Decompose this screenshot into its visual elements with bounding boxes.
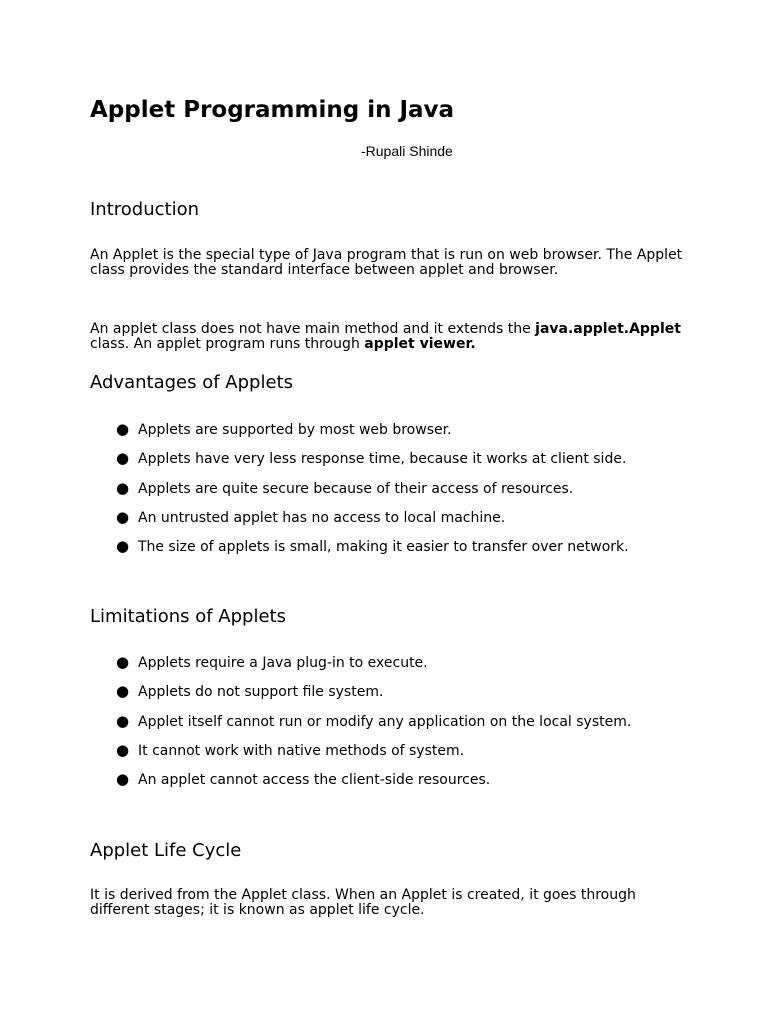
bullet-icon: ●	[116, 770, 130, 789]
list-item-text: Applet itself cannot run or modify any application on the local system.	[138, 713, 632, 730]
list-item	[116, 742, 631, 771]
intro-paragraph-2-bold-viewer: applet viewer.	[364, 336, 476, 352]
list-item	[116, 771, 631, 800]
heading-introduction: Introduction	[90, 199, 200, 220]
list-item	[116, 509, 629, 538]
bullet-icon: ●	[116, 711, 130, 730]
list-item	[116, 538, 629, 567]
list-item	[116, 654, 631, 683]
intro-paragraph-2-text-a: An applet class does not have main method and it extends the	[90, 321, 536, 337]
list-item	[116, 450, 629, 479]
list-item-text: Applets require a Java plug-in to execute.	[138, 655, 428, 671]
list-item-text: Applets are supported by most web browser.	[138, 422, 452, 438]
bullet-icon: ●	[116, 682, 130, 701]
list-item-text: Applets have very less response time, because it works at client side.	[138, 451, 627, 468]
bullet-icon: ●	[116, 740, 130, 759]
intro-paragraph-2	[90, 322, 690, 352]
list-item-text: The size of applets is small, making it easier to transfer over network.	[138, 539, 629, 556]
bullet-icon: ●	[116, 537, 130, 556]
list-item-text: An applet cannot access the client-side resources.	[138, 772, 491, 789]
list-item-text: Applets do not support file system.	[138, 684, 384, 701]
bullet-icon: ●	[116, 420, 130, 438]
heading-limitations: Limitations of Applets	[90, 606, 286, 627]
limitations-list	[116, 654, 631, 800]
heading-life-cycle: Applet Life Cycle	[90, 840, 242, 861]
list-item	[116, 480, 629, 509]
bullet-icon: ●	[116, 478, 130, 497]
intro-paragraph-2-text-b: class. An applet program runs through	[90, 336, 365, 352]
list-item-text: Applets are quite secure because of their access of resources.	[138, 480, 574, 497]
heading-advantages: Advantages of Applets	[90, 372, 293, 393]
list-item-text: It cannot work with native methods of system.	[138, 742, 465, 759]
list-item	[116, 713, 631, 742]
life-cycle-paragraph-1: It is derived from the Applet class. When an Applet is created, it goes through different stages; it is known as applet life cycle.	[90, 887, 636, 918]
list-item	[116, 421, 629, 450]
document-author: -Rupali Shinde	[361, 143, 453, 159]
intro-paragraph-2-bold-class: java.applet.Applet	[535, 321, 681, 337]
bullet-icon: ●	[116, 449, 130, 468]
bullet-icon: ●	[116, 653, 130, 671]
intro-paragraph-1: An Applet is the special type of Java program that is run on web browser. The Applet class provides the standard interface between applet and browser.	[90, 247, 683, 278]
bullet-icon: ●	[116, 507, 130, 526]
document-title: Applet Programming in Java	[90, 97, 455, 123]
list-item-text: An untrusted applet has no access to local machine.	[138, 509, 506, 526]
list-item	[116, 683, 631, 712]
advantages-list	[116, 421, 629, 567]
